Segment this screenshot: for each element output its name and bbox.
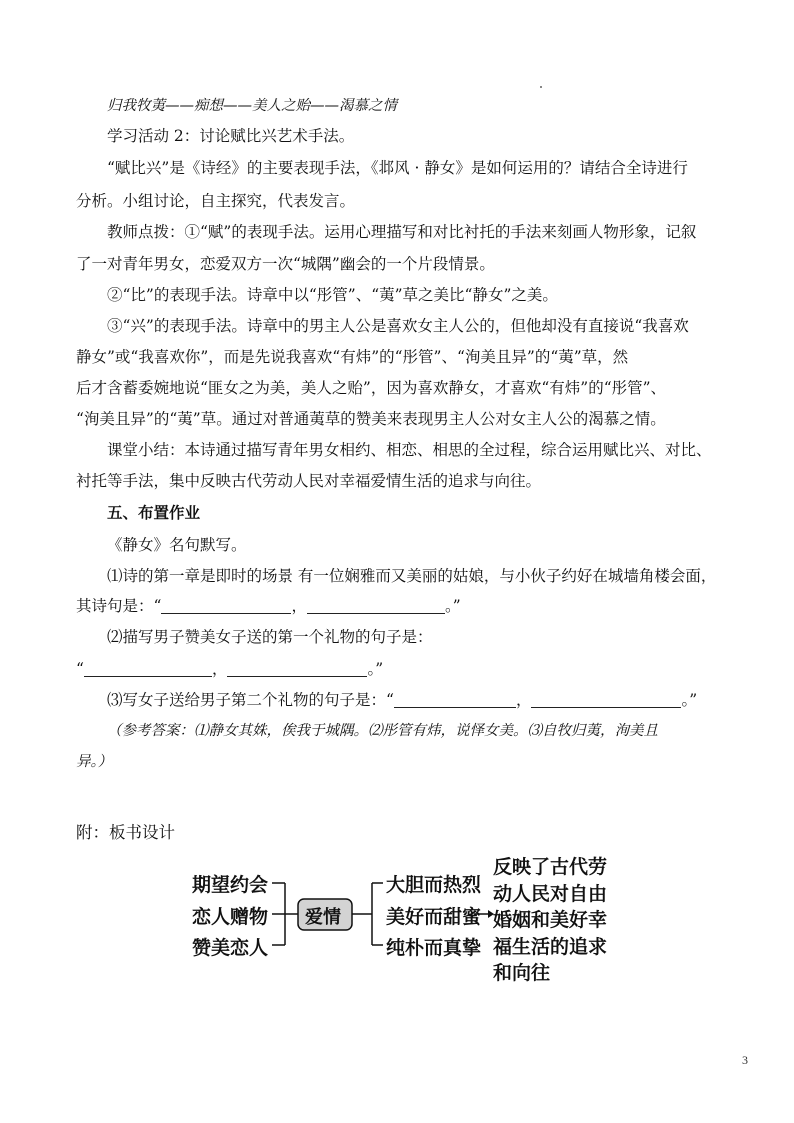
board-left-item: 恋人赠物 (192, 906, 269, 928)
activity2-question-line1: “赋比兴”是《诗经》的主要表现手法，《邶风 · 静女》是如何运用的？请结合全诗进行 (107, 159, 688, 177)
appendix-title: 附：板书设计 (76, 823, 175, 842)
teacher-note-line2: 了一对青年男女，恋爱双方一次“城隅”幽会的一个片段情景。 (76, 255, 495, 273)
end-quote: 。” (367, 660, 384, 678)
end-quote: 。” (681, 691, 698, 709)
teacher-note-line6: 后才含蓄委婉地说“匪女之为美，美人之贻”，因为喜欢静女，才喜欢“有炜”的“彤管”、 (76, 379, 667, 397)
homework-2-line1: ⑵描写男子赞美女子送的第一个礼物的句子是： (107, 628, 433, 646)
teacher-note-line1: 教师点拨：①“赋”的表现手法。运用心理描写和对比衬托的手法来刻画人物形象，记叙 (107, 223, 697, 241)
board-right-item: 大胆而热烈 (386, 874, 482, 896)
board-right-item: 美好而甜蜜 (386, 906, 482, 928)
end-quote: 。” (444, 597, 461, 615)
homework-3-prefix: ⑶写女子送给男子第二个礼物的句子是：“ (107, 691, 394, 709)
homework-1-line1: ⑴诗的第一章是即时的场景 有一位娴雅而又美丽的姑娘，与小伙子约好在城墙角楼会面， (107, 567, 717, 585)
board-result-line: 和向往 (493, 962, 551, 984)
teacher-note-line7: “洵美且异”的“荑”草。通过对普通荑草的赞美来表现男主人公对女主人公的渴慕之情。 (76, 410, 666, 428)
teacher-note-line5: 静女”或“我喜欢你”，而是先说我喜欢“有炜”的“彤管”、“洵美且异”的“荑”草，然 (76, 348, 629, 366)
comma: ， (211, 660, 228, 678)
board-right-item: 纯朴而真挚 (386, 937, 482, 959)
board-center-label: 爱情 (305, 907, 341, 928)
teacher-note-line3: ②“比”的表现手法。诗章中以“彤管”、“荑”草之美比“静女”之美。 (107, 286, 558, 304)
board-result-line: 动人民对自由 (493, 883, 608, 905)
page-number: 3 (742, 1053, 748, 1067)
homework-1-prefix: 其诗句是：“ (76, 597, 162, 615)
teacher-note-line4: ③“兴”的表现手法。诗章中的男主人公是喜欢女主人公的，但他却没有直接说“我喜欢 (107, 317, 689, 335)
board-result-line: 婚姻和美好幸 (493, 909, 608, 931)
section5-title: 五、布置作业 (107, 503, 201, 522)
board-left-item: 赞美恋人 (192, 937, 269, 959)
activity2-question-line2: 分析。小组讨论，自主探究，代表发言。 (76, 192, 356, 210)
class-summary-line1: 课堂小结：本诗通过描写青年男女相约、相恋、相思的全过程，综合运用赋比兴、对比、 (107, 441, 712, 459)
board-left-item: 期望约会 (192, 874, 269, 896)
board-result-line: 反映了古代劳 (493, 856, 608, 878)
comma: ， (291, 597, 307, 615)
class-summary-line2: 衬托等手法，集中反映古代劳动人民对幸福爱情生活的追求与向往。 (76, 472, 542, 490)
reference-answer-line2: 异。） (76, 754, 113, 770)
reference-answer-line1: （参考答案：⑴静女其姝，俟我于城隅。⑵彤管有炜，说怿女美。⑶自牧归荑，洵美且 (107, 723, 658, 739)
homework-intro: 《静女》名句默写。 (107, 536, 247, 554)
comma: ， (515, 691, 532, 709)
activity2-title: 学习活动 2：讨论赋比兴艺术手法。 (107, 127, 355, 145)
board-result-line: 福生活的追求 (493, 936, 608, 958)
open-quote: “ (76, 660, 84, 678)
top-summary: 归我牧荑——痴想——美人之贻——渴慕之情 (107, 98, 397, 114)
